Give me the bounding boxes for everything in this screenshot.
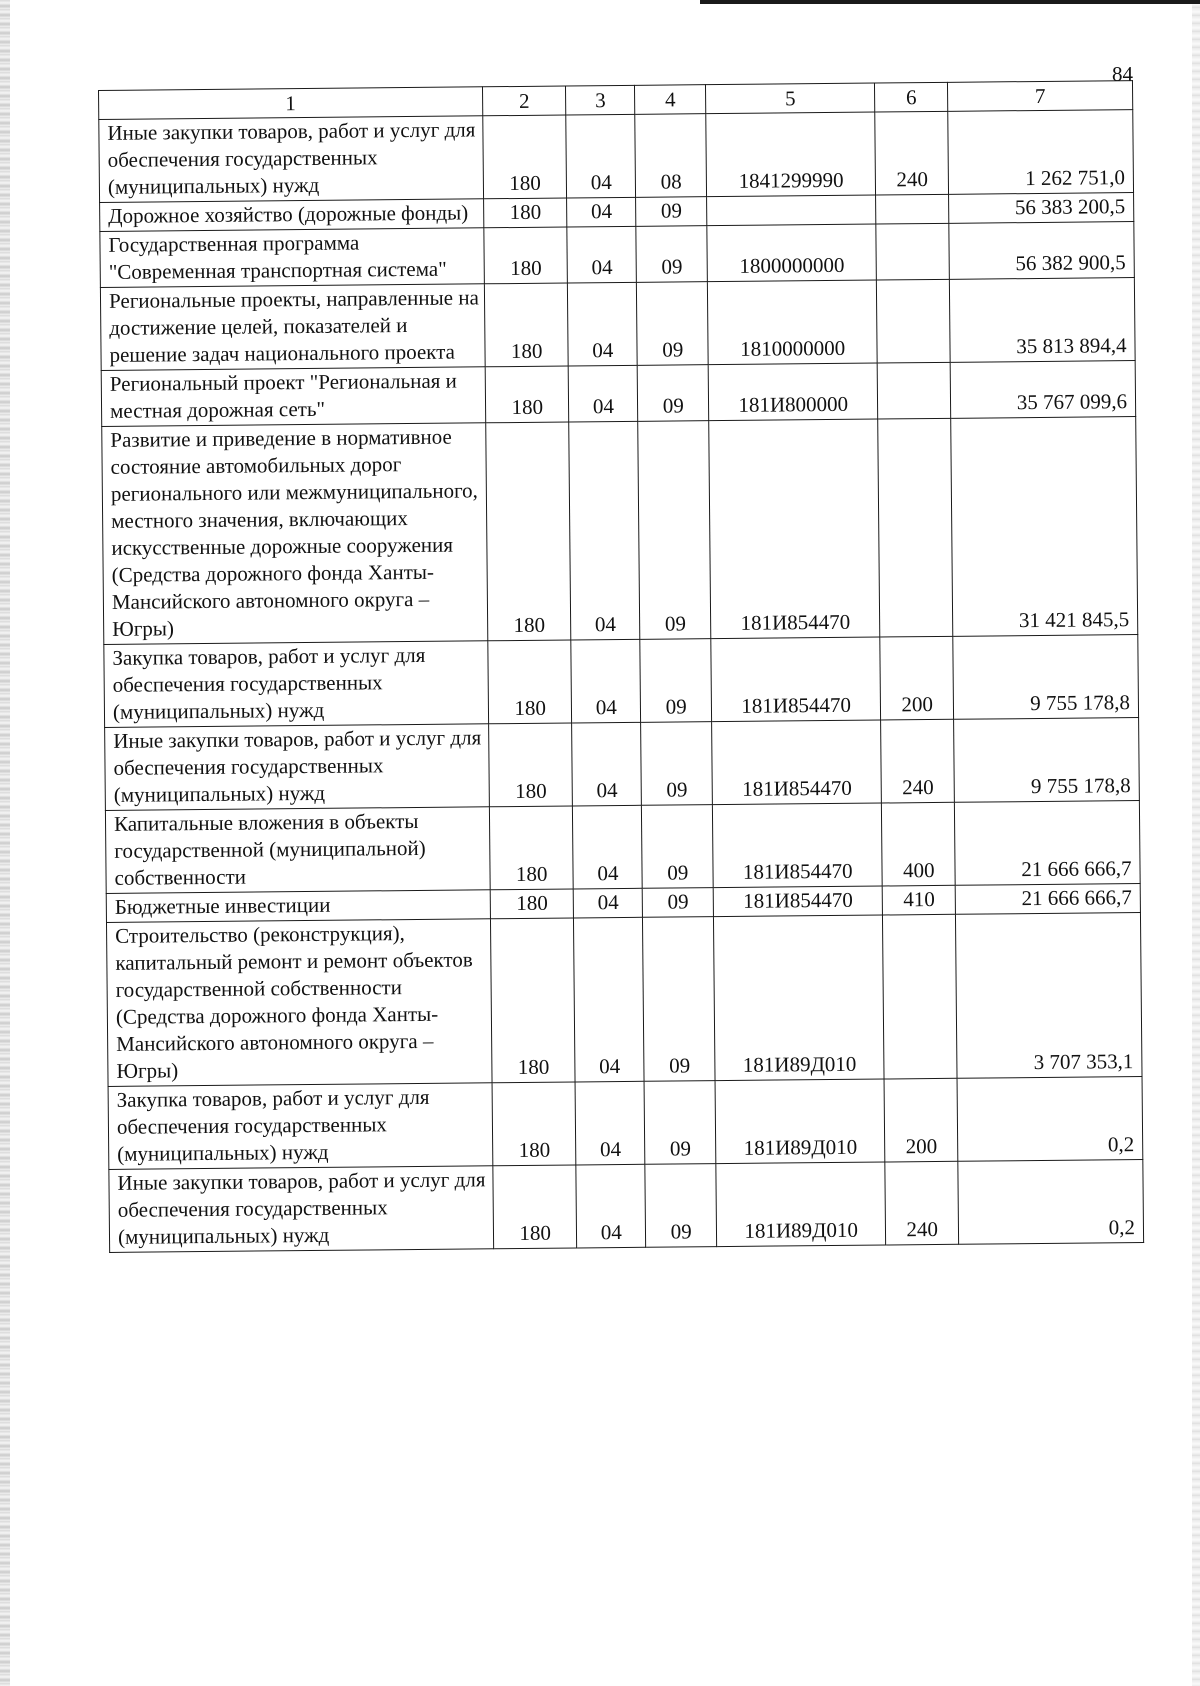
division-cell: 04 bbox=[567, 226, 636, 283]
expense-type-cell bbox=[877, 279, 951, 363]
division-cell: 04 bbox=[569, 365, 638, 422]
target-article-cell: 1841299990 bbox=[706, 112, 876, 197]
amount-cell: 1 262 751,0 bbox=[948, 110, 1134, 195]
target-article-cell: 181И854470 bbox=[713, 886, 882, 917]
division-cell: 04 bbox=[572, 722, 642, 806]
expense-type-cell: 200 bbox=[884, 1078, 958, 1162]
expense-type-cell bbox=[876, 223, 950, 280]
row-name-cell: Развитие и приведение в нормативное состояние автомобильных дорог регионального или межмуниципального, местного значения, включающих искусственные дорожные сооружения (Средства дорожного фонда Ханты-Мансийского автономного округа – Югры) bbox=[102, 423, 488, 645]
section-code-cell: 180 bbox=[492, 1082, 576, 1166]
target-article-cell: 181И89Д010 bbox=[715, 1079, 885, 1164]
expense-type-cell bbox=[883, 914, 958, 1079]
subdivision-cell: 09 bbox=[637, 365, 708, 422]
target-article-cell: 181И89Д010 bbox=[716, 1162, 886, 1247]
row-name-cell: Иные закупки товаров, работ и услуг для обеспечения государственных (муниципальных) нужд bbox=[109, 1166, 494, 1253]
page-number: 84 bbox=[1112, 62, 1133, 86]
row-name-cell: Иные закупки товаров, работ и услуг для обеспечения государственных (муниципальных) нужд bbox=[105, 724, 490, 811]
row-name-cell: Закупка товаров, работ и услуг для обеспечения государственных (муниципальных) нужд bbox=[104, 641, 489, 728]
subdivision-cell: 08 bbox=[635, 114, 707, 198]
division-cell: 04 bbox=[574, 917, 644, 1082]
header-cell: 5 bbox=[706, 83, 875, 114]
amount-cell: 21 666 666,7 bbox=[955, 884, 1140, 915]
scan-top-edge bbox=[700, 0, 1200, 4]
table-row bbox=[100, 222, 1134, 288]
header-cell: 4 bbox=[635, 85, 706, 115]
header-cell: 7 bbox=[948, 81, 1133, 112]
target-article-cell: 181И854470 bbox=[713, 803, 883, 888]
division-cell: 04 bbox=[576, 1164, 646, 1248]
amount-cell: 21 666 666,7 bbox=[955, 801, 1141, 886]
expense-type-cell bbox=[876, 194, 949, 224]
division-cell: 04 bbox=[573, 805, 643, 889]
division-cell: 04 bbox=[575, 1081, 645, 1165]
division-cell: 04 bbox=[568, 282, 638, 366]
section-code-cell: 180 bbox=[483, 115, 567, 199]
section-code-cell: 180 bbox=[493, 1165, 577, 1249]
subdivision-cell: 09 bbox=[643, 917, 716, 1082]
amount-cell: 3 707 353,1 bbox=[956, 913, 1142, 1079]
subdivision-cell: 09 bbox=[637, 282, 709, 366]
subdivision-cell: 09 bbox=[644, 1081, 716, 1165]
row-name-cell: Государственная программа "Современная транспортная система" bbox=[100, 228, 484, 288]
expense-type-cell: 240 bbox=[881, 719, 955, 803]
table-row bbox=[105, 718, 1140, 811]
expense-type-cell bbox=[877, 362, 951, 419]
section-code-cell: 180 bbox=[484, 227, 568, 284]
row-name-cell: Капитальные вложения в объекты государственной (муниципальной) собственности bbox=[105, 807, 490, 894]
budget-table bbox=[98, 80, 1144, 1253]
division-cell: 04 bbox=[571, 639, 641, 723]
amount-cell: 0,2 bbox=[958, 1160, 1144, 1245]
target-article-cell: 181И800000 bbox=[708, 363, 878, 421]
section-code-cell: 180 bbox=[485, 366, 569, 423]
expense-type-cell: 410 bbox=[882, 885, 955, 915]
row-name-cell: Дорожное хозяйство (дорожные фонды) bbox=[100, 199, 484, 232]
table-row bbox=[102, 417, 1138, 645]
section-code-cell: 180 bbox=[489, 723, 573, 807]
table-row bbox=[109, 1160, 1144, 1253]
amount-cell: 56 383 200,5 bbox=[949, 193, 1134, 224]
subdivision-cell: 09 bbox=[638, 421, 711, 640]
row-name-cell: Региональный проект "Региональная и местная дорожная сеть" bbox=[101, 367, 485, 427]
amount-cell: 31 421 845,5 bbox=[951, 417, 1138, 637]
amount-cell: 35 767 099,6 bbox=[950, 361, 1135, 419]
table-row bbox=[100, 278, 1135, 371]
division-cell: 04 bbox=[569, 421, 640, 640]
subdivision-cell: 09 bbox=[642, 805, 714, 889]
table-row bbox=[108, 1077, 1143, 1170]
target-article-cell: 1810000000 bbox=[708, 280, 878, 365]
section-code-cell: 180 bbox=[486, 422, 572, 641]
division-cell: 04 bbox=[574, 888, 643, 918]
section-code-cell: 180 bbox=[484, 283, 568, 367]
table-row bbox=[105, 801, 1140, 894]
target-article-cell: 181И89Д010 bbox=[714, 915, 885, 1081]
subdivision-cell: 09 bbox=[642, 888, 713, 918]
table-row bbox=[99, 110, 1134, 203]
target-article-cell: 181И854470 bbox=[711, 637, 881, 722]
division-cell: 04 bbox=[566, 114, 636, 198]
header-cell: 1 bbox=[99, 87, 483, 120]
target-article-cell: 181И854470 bbox=[712, 720, 882, 805]
amount-cell: 9 755 178,8 bbox=[954, 718, 1140, 803]
target-article-cell bbox=[707, 195, 876, 226]
table-row bbox=[101, 361, 1135, 427]
division-cell: 04 bbox=[567, 197, 636, 227]
expense-type-cell: 400 bbox=[882, 802, 956, 886]
header-cell: 3 bbox=[566, 85, 635, 115]
subdivision-cell: 09 bbox=[641, 722, 713, 806]
expense-type-cell: 200 bbox=[880, 636, 954, 720]
subdivision-cell: 09 bbox=[636, 197, 707, 227]
subdivision-cell: 09 bbox=[645, 1164, 717, 1248]
expense-type-cell: 240 bbox=[875, 111, 949, 195]
scan-right-edge bbox=[1192, 0, 1200, 1686]
subdivision-cell: 09 bbox=[640, 639, 712, 723]
row-name-cell: Строительство (реконструкция), капитальный ремонт и ремонт объектов государственной собственности (Средства дорожного фонда Ханты-Мансийского автономного округа – Югры) bbox=[106, 919, 492, 1087]
row-name-cell: Иные закупки товаров, работ и услуг для обеспечения государственных (муниципальных) нужд bbox=[99, 116, 484, 203]
subdivision-cell: 09 bbox=[636, 226, 707, 283]
amount-cell: 56 382 900,5 bbox=[949, 222, 1134, 280]
row-name-cell: Закупка товаров, работ и услуг для обеспечения государственных (муниципальных) нужд bbox=[108, 1083, 493, 1170]
row-name-cell: Региональные проекты, направленные на достижение целей, показателей и решение задач национального проекта bbox=[100, 284, 485, 371]
section-code-cell: 180 bbox=[490, 889, 574, 919]
amount-cell: 35 813 894,4 bbox=[950, 278, 1136, 363]
amount-cell: 0,2 bbox=[957, 1077, 1143, 1162]
header-cell: 6 bbox=[875, 82, 948, 112]
target-article-cell: 1800000000 bbox=[707, 224, 877, 282]
section-code-cell: 180 bbox=[484, 198, 568, 228]
expense-type-cell: 240 bbox=[885, 1161, 959, 1245]
section-code-cell: 180 bbox=[490, 918, 575, 1083]
table-row bbox=[106, 913, 1142, 1087]
scan-left-edge bbox=[0, 0, 10, 1686]
section-code-cell: 180 bbox=[489, 806, 573, 890]
table-row bbox=[104, 635, 1139, 728]
amount-cell: 9 755 178,8 bbox=[953, 635, 1139, 720]
expense-type-cell bbox=[878, 418, 953, 637]
target-article-cell: 181И854470 bbox=[709, 419, 880, 639]
row-name-cell: Бюджетные инвестиции bbox=[106, 890, 490, 923]
section-code-cell: 180 bbox=[488, 640, 572, 724]
header-cell: 2 bbox=[482, 86, 566, 116]
